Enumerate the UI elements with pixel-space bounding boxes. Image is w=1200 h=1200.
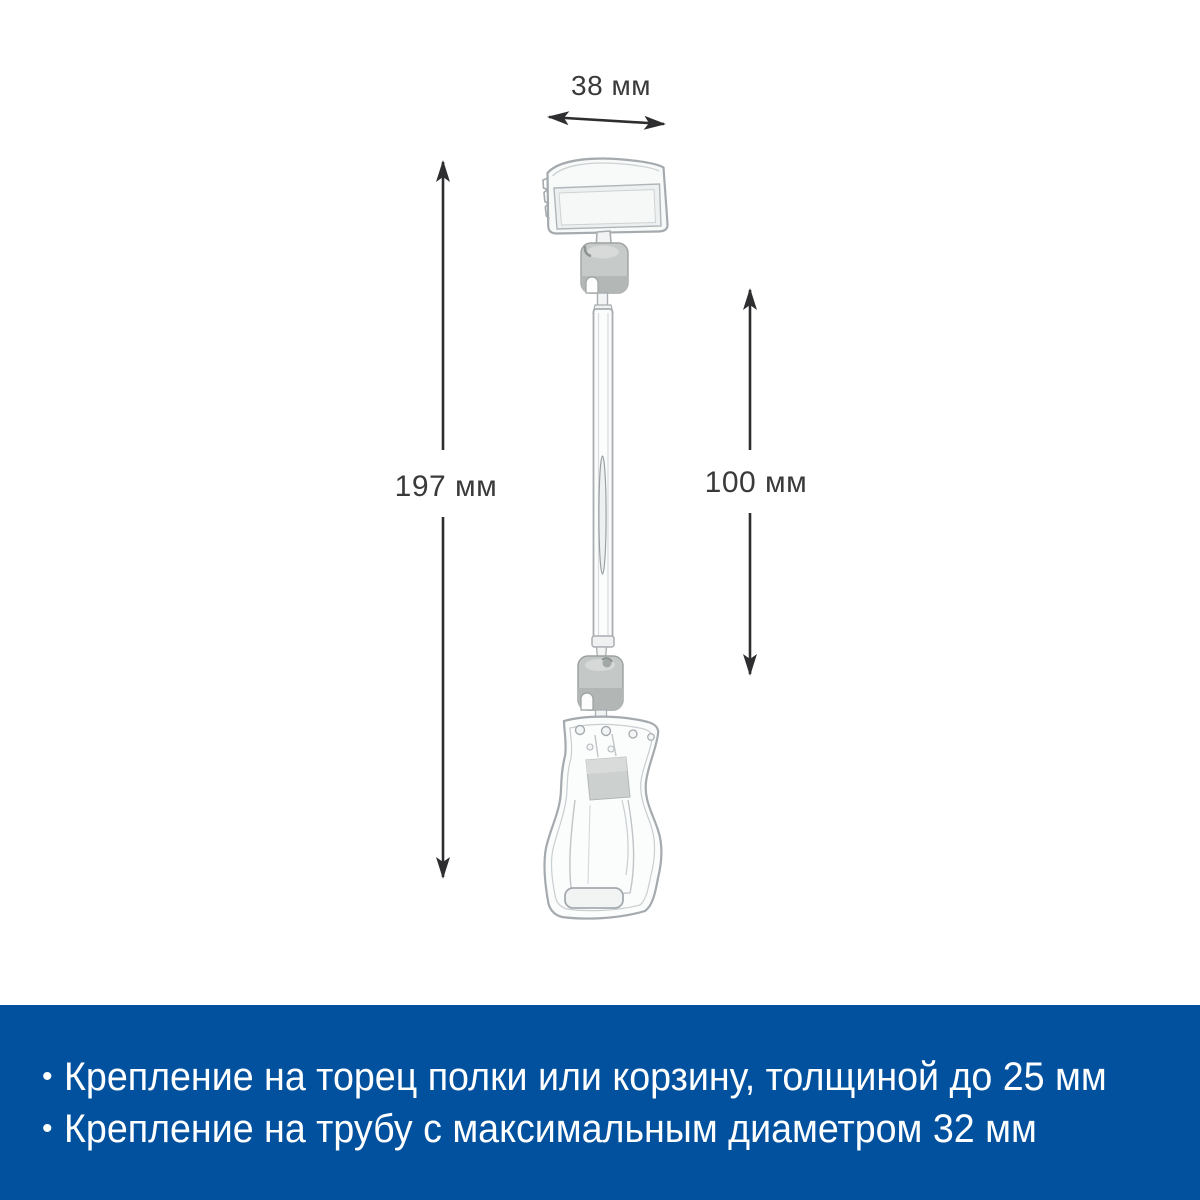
width-arrow xyxy=(549,117,664,124)
bullet-icon: • xyxy=(42,1112,53,1145)
feature-item-1 xyxy=(42,1051,1200,1103)
sign-clip-head xyxy=(543,159,668,234)
swivel-joint-lower xyxy=(578,656,623,710)
swivel-joint-upper xyxy=(581,243,628,293)
dimension-width-label: 38 мм xyxy=(571,70,651,101)
feature-text-1: Крепление на торец полки или корзину, толщиной до 25 мм xyxy=(64,1055,1107,1099)
dimension-stem-height-label: 100 мм xyxy=(704,466,808,499)
shelf-clamp xyxy=(545,710,662,919)
features-banner xyxy=(0,1005,1200,1200)
feature-item-2 xyxy=(42,1103,1200,1155)
bullet-icon: • xyxy=(42,1060,53,1093)
feature-text-2: Крепление на трубу с максимальным диаметром 32 мм xyxy=(64,1107,1037,1151)
product-photo xyxy=(520,150,690,960)
dimension-total-height-label: 197 мм xyxy=(394,470,498,503)
stem xyxy=(592,293,614,658)
